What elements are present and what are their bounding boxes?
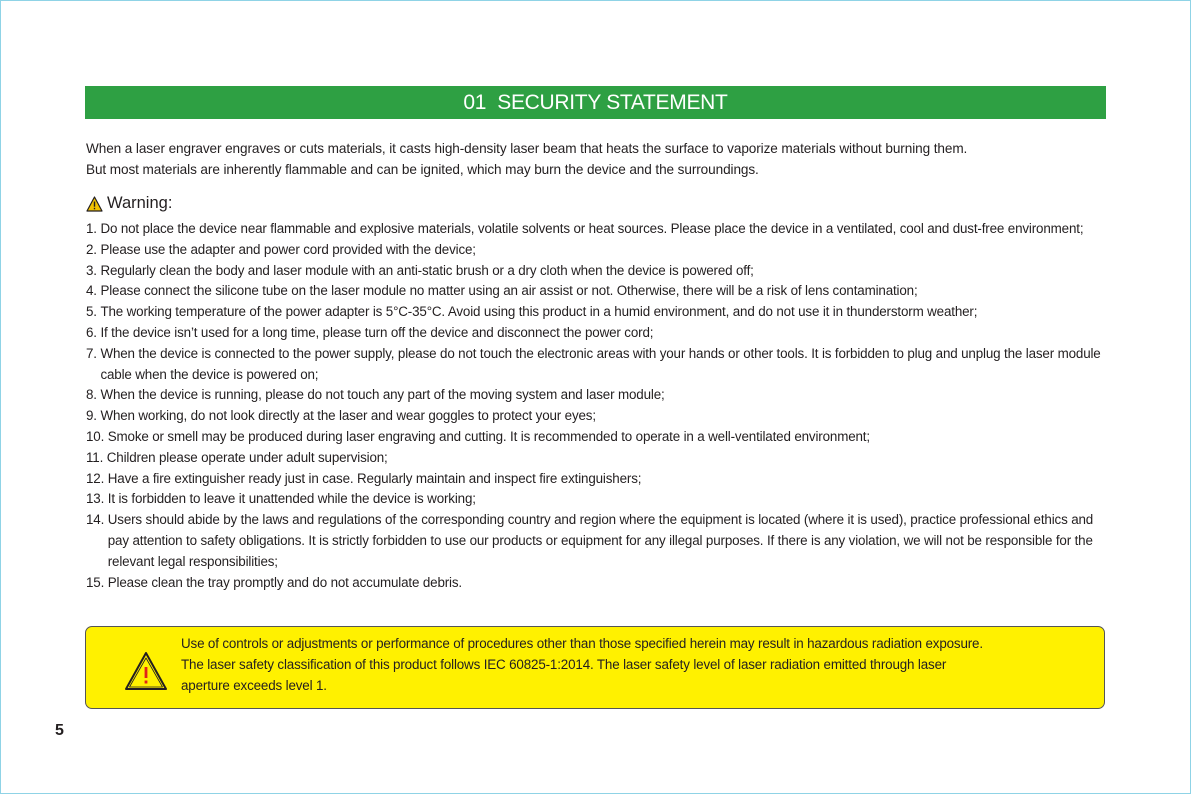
warning-item xyxy=(86,302,1116,323)
warning-item-text: Children please operate under adult supervision; xyxy=(106,449,388,465)
page-number: 5 xyxy=(55,722,64,739)
warning-item-number: 2. xyxy=(86,241,101,257)
section-title-bar xyxy=(85,86,1106,119)
warning-item xyxy=(86,261,1116,282)
warning-item xyxy=(86,385,1116,406)
laser-caution-box xyxy=(85,626,1105,709)
warning-item-number: 3. xyxy=(86,262,101,278)
warning-item-number: 7. xyxy=(86,345,101,361)
warning-item-text: Do not place the device near flammable and explosive materials, volatile solvents or heat sources. Please place the device in a ventilated, cool and dust-free environment; xyxy=(100,221,1084,236)
warning-item-number: 4. xyxy=(86,283,101,299)
warning-item xyxy=(86,489,1116,510)
warning-list xyxy=(86,219,1116,593)
warning-item-text: When working, do not look directly at the laser and wear goggles to protect your eyes; xyxy=(100,408,596,424)
intro-paragraph xyxy=(86,139,1116,180)
caution-text xyxy=(181,633,1101,696)
warning-item-text: The working temperature of the power adapter is 5°C-35°C. Avoid using this product in a humid environment, and do not use it in thunderstorm weather; xyxy=(100,304,978,320)
warning-item-text: Users should abide by the laws and regulations of the corresponding country and region where the equipment is located (where it is used), practice professional ethics and pay attention to safety obligations. It is strictly forbidden to use our products or equipment for any illegal purposes. If there is any violation, we will not be responsible for the relevant legal responsibilities; xyxy=(107,512,1094,569)
intro-line: But most materials are inherently flammable and can be ignited, which may burn the device and the surroundings. xyxy=(86,161,759,177)
warning-item-number: 8. xyxy=(86,387,101,403)
caution-line: The laser safety classification of this product follows IEC 60825-1:2014. The laser safety level of laser radiation emitted through laser xyxy=(181,657,947,672)
warning-item xyxy=(86,323,1116,344)
warning-item-text: Smoke or smell may be produced during laser engraving and cutting. It is recommended to operate in a well-ventilated environment; xyxy=(107,428,870,444)
warning-item-number: 12. xyxy=(86,470,108,486)
warning-item-text: Please connect the silicone tube on the laser module no matter using an air assist or not. Otherwise, there will be a risk of lens contamination; xyxy=(100,283,918,299)
caution-triangle-icon xyxy=(124,651,168,691)
warning-item-text: When the device is connected to the power supply, please do not touch the electronic areas with your hands or other tools. It is forbidden to plug and unplug the laser module cable when the device is powered on; xyxy=(100,345,1101,382)
warning-item-number: 9. xyxy=(86,408,101,424)
section-title: SECURITY STATEMENT xyxy=(497,90,728,114)
warning-item-number: 10. xyxy=(86,428,108,444)
warning-item-number: 11. xyxy=(86,449,107,465)
warning-item-text: If the device isn’t used for a long time, please turn off the device and disconnect the power cord; xyxy=(100,324,654,340)
warning-item-number: 13. xyxy=(86,491,108,507)
warning-item-text: Please clean the tray promptly and do not accumulate debris. xyxy=(107,574,462,590)
warning-item-text: When the device is running, please do not touch any part of the moving system and laser module; xyxy=(100,387,665,403)
warning-item-number: 6. xyxy=(86,324,101,340)
warning-item xyxy=(86,344,1116,386)
warning-item-number: 14. xyxy=(86,512,108,528)
warning-item xyxy=(86,510,1116,572)
warning-item xyxy=(86,240,1116,261)
warning-item-text: Please use the adapter and power cord provided with the device; xyxy=(100,241,476,257)
warning-item-number: 5. xyxy=(86,304,101,320)
intro-line: When a laser engraver engraves or cuts materials, it casts high-density laser beam that heats the surface to vaporize materials without burning them. xyxy=(86,141,968,156)
warning-item-text: It is forbidden to leave it unattended while the device is working; xyxy=(107,491,476,507)
warning-item xyxy=(86,219,1116,240)
warning-item-number: 15. xyxy=(86,574,108,590)
warning-item xyxy=(86,448,1116,469)
warning-heading xyxy=(86,194,172,213)
warning-item xyxy=(86,427,1116,448)
warning-item xyxy=(86,573,1116,594)
warning-item xyxy=(86,469,1116,490)
warning-triangle-icon xyxy=(86,196,103,212)
warning-item-text: Regularly clean the body and laser module with an anti-static brush or a dry cloth when the device is powered off; xyxy=(100,262,754,278)
warning-item-number: 1. xyxy=(86,221,101,236)
warning-item-text: Have a fire extinguisher ready just in case. Regularly maintain and inspect fire extinguishers; xyxy=(107,470,642,486)
warning-item xyxy=(86,281,1116,302)
warning-label: Warning: xyxy=(107,194,173,212)
caution-line: aperture exceeds level 1. xyxy=(181,678,327,693)
section-number: 01 xyxy=(463,90,487,114)
caution-line: Use of controls or adjustments or performance of procedures other than those specified herein may result in hazardous radiation exposure. xyxy=(181,636,983,651)
warning-item xyxy=(86,406,1116,427)
